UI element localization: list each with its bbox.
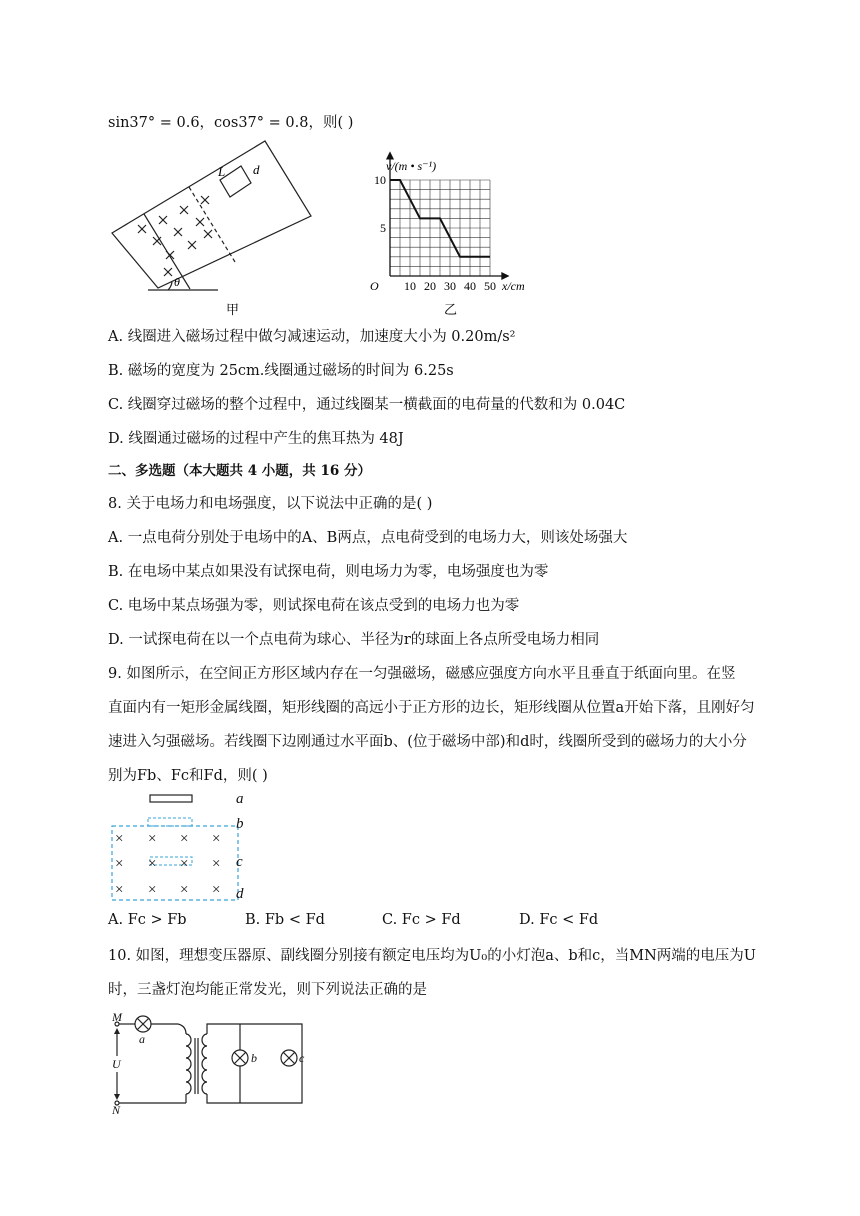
q8-option-c: C. 电场中某点场强为零，则试探电荷在该点受到的电场力也为零 bbox=[108, 598, 520, 614]
q9-option-c: C. Fc > Fd bbox=[382, 912, 461, 928]
label-a: a bbox=[236, 791, 244, 807]
field-cross: × bbox=[148, 856, 157, 872]
y-tick-label: 5 bbox=[380, 221, 386, 235]
figure-jia bbox=[108, 138, 318, 318]
label-L: L bbox=[218, 164, 226, 179]
q10-stem-line: 时，三盏灯泡均能正常发光，则下列说法正确的是 bbox=[108, 982, 427, 998]
q8-stem: 8. 关于电场力和电场强度，以下说法中正确的是( ) bbox=[108, 496, 433, 512]
section-heading: 二、多选题（本大题共 4 小题，共 16 分） bbox=[108, 463, 371, 479]
chart-ylabel: v/(m • s⁻¹) bbox=[386, 159, 437, 173]
figure-yi-chart bbox=[360, 150, 540, 320]
field-cross: × bbox=[180, 882, 189, 898]
q9-stem-line: 速进入匀强磁场。若线圈下边刚通过水平面b、(位于磁场中部)和d时，线圈所受到的磁场力的大小分 bbox=[108, 734, 747, 750]
field-cross: × bbox=[148, 882, 157, 898]
label-N: N bbox=[112, 1103, 121, 1115]
field-cross: × bbox=[148, 831, 157, 847]
coil-at-b bbox=[148, 818, 192, 826]
caption-yi: 乙 bbox=[444, 302, 458, 317]
chart-xlabel: x/cm bbox=[502, 279, 525, 293]
x-tick-label: 30 bbox=[444, 279, 456, 293]
label-d: d bbox=[253, 162, 260, 177]
q9-option-b: B. Fb < Fd bbox=[245, 912, 325, 928]
figure-q9 bbox=[108, 790, 258, 905]
label-d: d bbox=[236, 886, 244, 902]
figure-q10-circuit bbox=[106, 1010, 316, 1115]
label-M: M bbox=[112, 1010, 122, 1024]
q9-stem-line: 9. 如图所示，在空间正方形区域内存在一匀强磁场，磁感应强度方向水平且垂直于纸面向里。在竖 bbox=[108, 666, 736, 682]
field-cross: × bbox=[212, 856, 221, 872]
q9-option-d: D. Fc < Fd bbox=[519, 912, 599, 928]
q8-option-d: D. 一试探电荷在以一个点电荷为球心、半径为r的球面上各点所受电场力相同 bbox=[108, 632, 600, 648]
label-U: U bbox=[112, 1057, 121, 1071]
q7-option-b: B. 磁场的宽度为 25cm.线圈通过磁场的时间为 6.25s bbox=[108, 363, 454, 379]
caption-jia: 甲 bbox=[226, 302, 240, 317]
label-c: c bbox=[299, 1051, 305, 1065]
q9-option-a: A. Fc > Fb bbox=[108, 912, 187, 928]
q9-stem-line: 直面内有一矩形金属线圈，矩形线圈的高远小于正方形的边长，矩形线圈从位置a开始下落，且刚好匀 bbox=[108, 700, 755, 716]
coil-at-a bbox=[150, 795, 192, 802]
label-c: c bbox=[236, 854, 243, 870]
x-tick-label: 50 bbox=[484, 279, 496, 293]
field-cross: × bbox=[180, 856, 189, 872]
q10-stem-line: 10. 如图，理想变压器原、副线圈分别接有额定电压均为U₀的小灯泡a、b和c，当MN两端的电压为U bbox=[108, 948, 757, 964]
q7-option-d: D. 线圈通过磁场的过程中产生的焦耳热为 48J bbox=[108, 431, 404, 447]
label-a: a bbox=[139, 1032, 145, 1046]
field-cross: × bbox=[180, 831, 189, 847]
y-axis-arrow bbox=[387, 153, 393, 159]
q7-intro: sin37° = 0.6，cos37° = 0.8，则( ) bbox=[108, 115, 354, 131]
label-b: b bbox=[236, 816, 244, 832]
y-tick-label: 10 bbox=[374, 173, 386, 187]
label-b: b bbox=[251, 1051, 257, 1065]
x-tick-label: 20 bbox=[424, 279, 436, 293]
q8-option-a: A. 一点电荷分别处于电场中的A、B两点，点电荷受到的电场力大，则该处场强大 bbox=[108, 530, 628, 546]
field-cross: × bbox=[212, 831, 221, 847]
x-tick-label: 40 bbox=[464, 279, 476, 293]
field-cross: × bbox=[115, 882, 124, 898]
field-cross: × bbox=[115, 856, 124, 872]
q7-option-a: A. 线圈进入磁场过程中做匀减速运动，加速度大小为 0.20m/s² bbox=[108, 329, 516, 345]
q9-stem-line: 别为Fb、Fc和Fd，则( ) bbox=[108, 768, 268, 784]
q8-option-b: B. 在电场中某点如果没有试探电荷，则电场力为零，电场强度也为零 bbox=[108, 564, 549, 580]
label-theta: θ bbox=[174, 275, 180, 289]
field-cross: × bbox=[115, 831, 124, 847]
q7-option-c: C. 线圈穿过磁场的整个过程中，通过线圈某一横截面的电荷量的代数和为 0.04C bbox=[108, 397, 626, 413]
field-cross: × bbox=[212, 882, 221, 898]
x-tick-label: 10 bbox=[404, 279, 416, 293]
chart-origin: O bbox=[370, 279, 379, 293]
